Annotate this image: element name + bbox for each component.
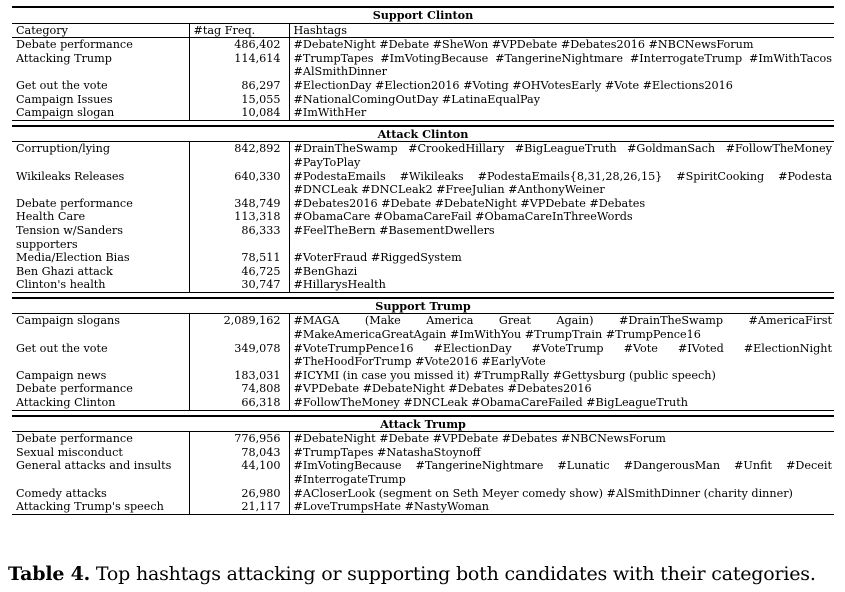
category-cell: Sexual misconduct (12, 446, 189, 460)
category-cell: Tension w/Sanders supporters (12, 224, 189, 251)
hashtags-cell: #VoteTrumpPence16 #ElectionDay #VoteTrump #Vote #IVoted #ElectionNight #TheHoodForTrump #Vote2016 #EarlyVote (293, 341, 832, 369)
frequency-cell: 183,031 (189, 369, 289, 383)
table-caption (8, 563, 838, 585)
frequency-cell: 21,117 (189, 500, 289, 514)
caption-label: Table 4. (8, 563, 91, 585)
frequency-cell: 2,089,162 (189, 314, 289, 342)
frequency-cell: 86,333 (189, 224, 289, 251)
hashtags-cell: #TrumpTapes #NatashaStoynoff (293, 445, 481, 459)
hashtags-cell: #DebateNight #Debate #VPDebate #Debates #NBCNewsForum (293, 432, 666, 446)
hashtags-cell: #ImWithHer (289, 106, 834, 120)
column-header-hashtags: Hashtags (289, 23, 834, 38)
table-row (12, 197, 834, 211)
frequency-cell: 842,892 (189, 142, 289, 170)
table-row (12, 342, 834, 369)
category-cell: Debate performance (12, 38, 189, 52)
table-body (12, 7, 834, 514)
table-row (12, 251, 834, 265)
frequency-cell: 74,808 (189, 382, 289, 396)
hashtags-cell: #NationalComingOutDay #LatinaEqualPay (293, 92, 541, 106)
category-cell: General attacks and insults (12, 459, 189, 486)
section-title: Attack Clinton (12, 126, 834, 142)
category-cell: Campaign slogan (12, 106, 189, 120)
hashtags-cell: #LoveTrumpsHate #NastyWoman (289, 500, 834, 514)
table-row (12, 210, 834, 224)
hashtags-cell: #PodestaEmails #Wikileaks #PodestaEmails{8,31,28,26,15} #SpiritCooking #Podesta #DNCLeak #DNCLeak2 #FreeJulian #AnthonyWeiner (293, 169, 832, 197)
hashtag-table (12, 6, 834, 515)
frequency-cell: 776,956 (189, 432, 289, 446)
table-row (12, 314, 834, 342)
table-row (12, 170, 834, 197)
frequency-cell: 78,043 (189, 446, 289, 460)
hashtags-cell: #TrumpTapes #ImVotingBecause #TangerineNightmare #InterrogateTrump #ImWithTacos #AlSmithDinner (293, 51, 832, 79)
table-row (12, 106, 834, 120)
section-title: Support Clinton (12, 7, 834, 23)
table-row (12, 382, 834, 396)
frequency-cell: 15,055 (189, 93, 289, 107)
table-row (12, 446, 834, 460)
table-row (12, 93, 834, 107)
hashtags-cell: #VPDebate #DebateNight #Debates #Debates2016 (293, 382, 592, 396)
table-row (12, 52, 834, 79)
table-row (12, 432, 834, 446)
frequency-cell: 30,747 (189, 278, 289, 292)
hashtags-cell: #FollowTheMoney #DNCLeak #ObamaCareFailed #BigLeagueTruth (289, 396, 834, 410)
table-row (12, 79, 834, 93)
frequency-cell: 86,297 (189, 79, 289, 93)
frequency-cell: 114,614 (189, 52, 289, 79)
category-cell: Campaign slogans (12, 314, 189, 342)
category-cell: Health Care (12, 210, 189, 224)
category-cell: Comedy attacks (12, 487, 189, 501)
category-cell: Ben Ghazi attack (12, 265, 189, 279)
hashtags-cell: #HillarysHealth (289, 278, 834, 292)
table-row (12, 142, 834, 170)
category-cell: Clinton's health (12, 278, 189, 292)
category-cell: Debate performance (12, 432, 189, 446)
category-cell: Campaign news (12, 369, 189, 383)
table-row (12, 265, 834, 279)
frequency-cell: 10,084 (189, 106, 289, 120)
hashtags-cell: #ObamaCare #ObamaCareFail #ObamaCareInThreeWords (293, 210, 633, 224)
table-row (12, 396, 834, 410)
table-row (12, 278, 834, 292)
table-row (12, 38, 834, 52)
caption-text: Top hashtags attacking or supporting both candidates with their categories. (95, 563, 816, 585)
category-cell: Campaign Issues (12, 93, 189, 107)
section-header (12, 298, 834, 314)
hashtags-cell: #ImVotingBecause #TangerineNightmare #Lunatic #DangerousMan #Unfit #Deceit #InterrogateTrump (293, 459, 832, 486)
hashtags-cell: #VoterFraud #RiggedSystem (293, 251, 462, 265)
frequency-cell: 44,100 (189, 459, 289, 486)
frequency-cell: 349,078 (189, 342, 289, 369)
frequency-cell: 78,511 (189, 251, 289, 265)
table-row (12, 369, 834, 383)
hashtags-cell: #MAGA (Make America Great Again) #DrainTheSwamp #AmericaFirst #MakeAmericaGreatAgain #ImWithYou #TrumpTrain #TrumpPence16 (293, 314, 832, 342)
category-cell: Attacking Clinton (12, 396, 189, 410)
hashtags-cell: #ACloserLook (segment on Seth Meyer comedy show) #AlSmithDinner (charity dinner) (293, 486, 793, 500)
column-header-row (12, 23, 834, 38)
table-row (12, 459, 834, 486)
column-header-frequency: #tag Freq. (189, 23, 289, 38)
category-cell: Attacking Trump (12, 52, 189, 79)
category-cell: Media/Election Bias (12, 251, 189, 265)
section-title: Attack Trump (12, 416, 834, 432)
frequency-cell: 46,725 (189, 265, 289, 279)
hashtags-cell: #BenGhazi (293, 264, 358, 278)
category-cell: Get out the vote (12, 342, 189, 369)
section-header (12, 126, 834, 142)
table-row (12, 487, 834, 501)
frequency-cell: 66,318 (189, 396, 289, 410)
hashtags-cell: #Debates2016 #Debate #DebateNight #VPDebate #Debates (293, 196, 646, 210)
hashtags-cell: #ElectionDay #Election2016 #Voting #OHVotesEarly #Vote #Elections2016 (293, 78, 733, 92)
category-cell: Wikileaks Releases (12, 170, 189, 197)
table-row (12, 224, 834, 251)
frequency-cell: 26,980 (189, 487, 289, 501)
hashtags-cell: #DebateNight #Debate #SheWon #VPDebate #Debates2016 #NBCNewsForum (293, 38, 754, 52)
frequency-cell: 348,749 (189, 197, 289, 211)
category-cell: Corruption/lying (12, 142, 189, 170)
frequency-cell: 486,402 (189, 38, 289, 52)
frequency-cell: 640,330 (189, 170, 289, 197)
hashtag-table-container (12, 6, 834, 515)
frequency-cell: 113,318 (189, 210, 289, 224)
section-header (12, 7, 834, 23)
category-cell: Get out the vote (12, 79, 189, 93)
category-cell: Debate performance (12, 382, 189, 396)
hashtags-cell: #ICYMI (in case you missed it) #TrumpRally #Gettysburg (public speech) (293, 368, 716, 382)
hashtags-cell: #DrainTheSwamp #CrookedHillary #BigLeagueTruth #GoldmanSach #FollowTheMoney #PayToPlay (293, 142, 832, 169)
column-header-category: Category (12, 23, 189, 38)
category-cell: Attacking Trump's speech (12, 500, 189, 514)
category-cell: Debate performance (12, 197, 189, 211)
table-row (12, 500, 834, 514)
section-header (12, 416, 834, 432)
section-title: Support Trump (12, 298, 834, 314)
hashtags-cell: #FeelTheBern #BasementDwellers (293, 223, 495, 237)
